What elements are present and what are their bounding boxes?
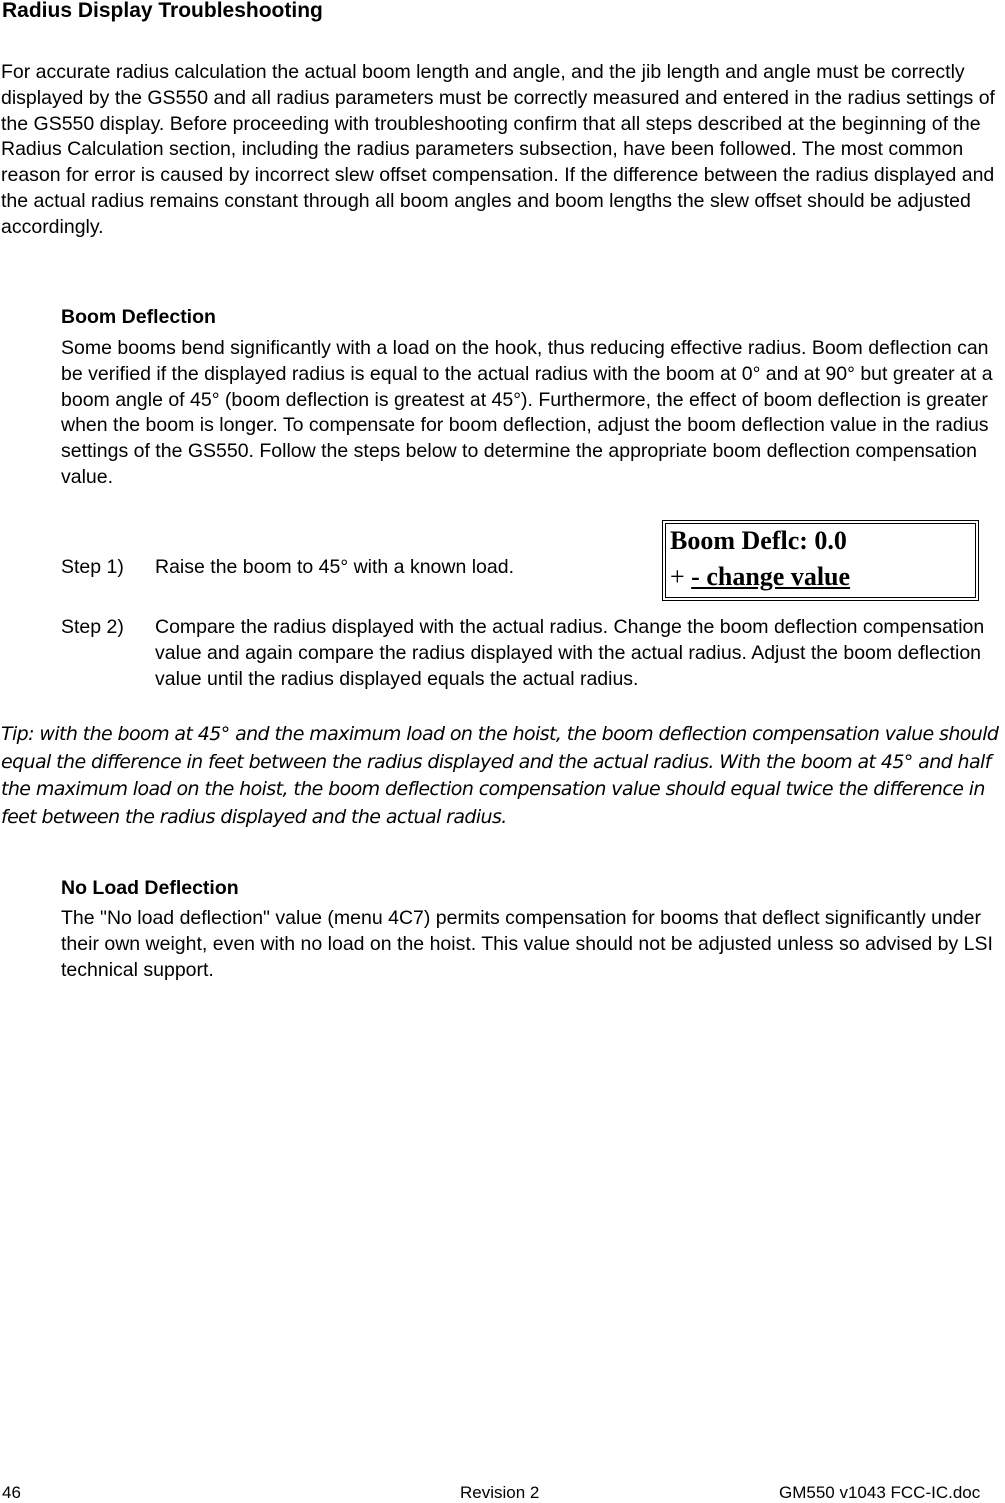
display-change-value: - change value [691, 562, 851, 591]
step-1-label: Step 1) [61, 556, 124, 578]
no-load-deflection-paragraph: The "No load deflection" value (menu 4C7) permits compensation for booms that deflect significantly under their own weight, even with no load on the hoist. This value should not be adjusted unless so advised by LSI technical support. [61, 907, 993, 981]
step-2-label: Step 2) [61, 616, 124, 638]
display-line-1: Boom Deflc: 0.0 [670, 526, 847, 555]
intro-paragraph: For accurate radius calculation the actual boom length and angle, and the jib length and angle must be correctly displayed by the GS550 and all radius parameters must be correctly measured and entered in the radius settings of the GS550 display. Before proceeding with troubleshooting confirm that all steps described at the beginning of the Radius Calculation section, including the radius parameters subsection, have been followed. The most common reason for error is caused by incorrect slew offset compensation. If the difference between the radius displayed and the actual radius remains constant through all boom angles and boom lengths the slew offset should be adjusted accordingly. [1, 61, 995, 238]
display-line-2 [666, 560, 975, 594]
boom-deflection-paragraph: Some booms bend significantly with a load on the hook, thus reducing effective radius. Boom deflection can be verified if the displayed radius is equal to the actual radius with the boom at 0° and at 90° but greater at a boom angle of 45° (boom deflection is greatest at 45°). Furthermore, the effect of boom deflection is greater when the boom is longer. To compensate for boom deflection, adjust the boom deflection value in the radius settings of the GS550. Follow the steps below to determine the appropriate boom deflection compensation value. [61, 337, 993, 488]
page-title: Radius Display Troubleshooting [2, 0, 323, 22]
document-filename: GM550 v1043 FCC-IC.doc [779, 1483, 981, 1502]
step-2 [61, 615, 1005, 692]
step-1-text: Raise the boom to 45° with a known load. [155, 556, 515, 578]
revision-label: Revision 2 [460, 1483, 540, 1502]
page-number: 46 [2, 1483, 21, 1502]
tip-paragraph: Tip: with the boom at 45° and the maximum load on the hoist, the boom deflection compensation value should equal the difference in feet between the radius displayed and the actual radius. With the boom at 45° and half the maximum load on the hoist, the boom deflection compensation value should equal twice the difference in feet between the radius displayed and the actual radius. [1, 723, 999, 828]
display-plus: + [670, 562, 692, 591]
step-2-text: Compare the radius displayed with the actual radius. Change the boom deflection compensation value and again compare the radius displayed with the actual radius. Adjust the boom deflection value until the radius displayed equals the actual radius. [155, 616, 985, 690]
boom-deflection-heading: Boom Deflection [61, 306, 216, 328]
step-1 [61, 555, 514, 580]
boom-deflection-display [662, 520, 979, 601]
no-load-deflection-heading: No Load Deflection [61, 877, 239, 899]
